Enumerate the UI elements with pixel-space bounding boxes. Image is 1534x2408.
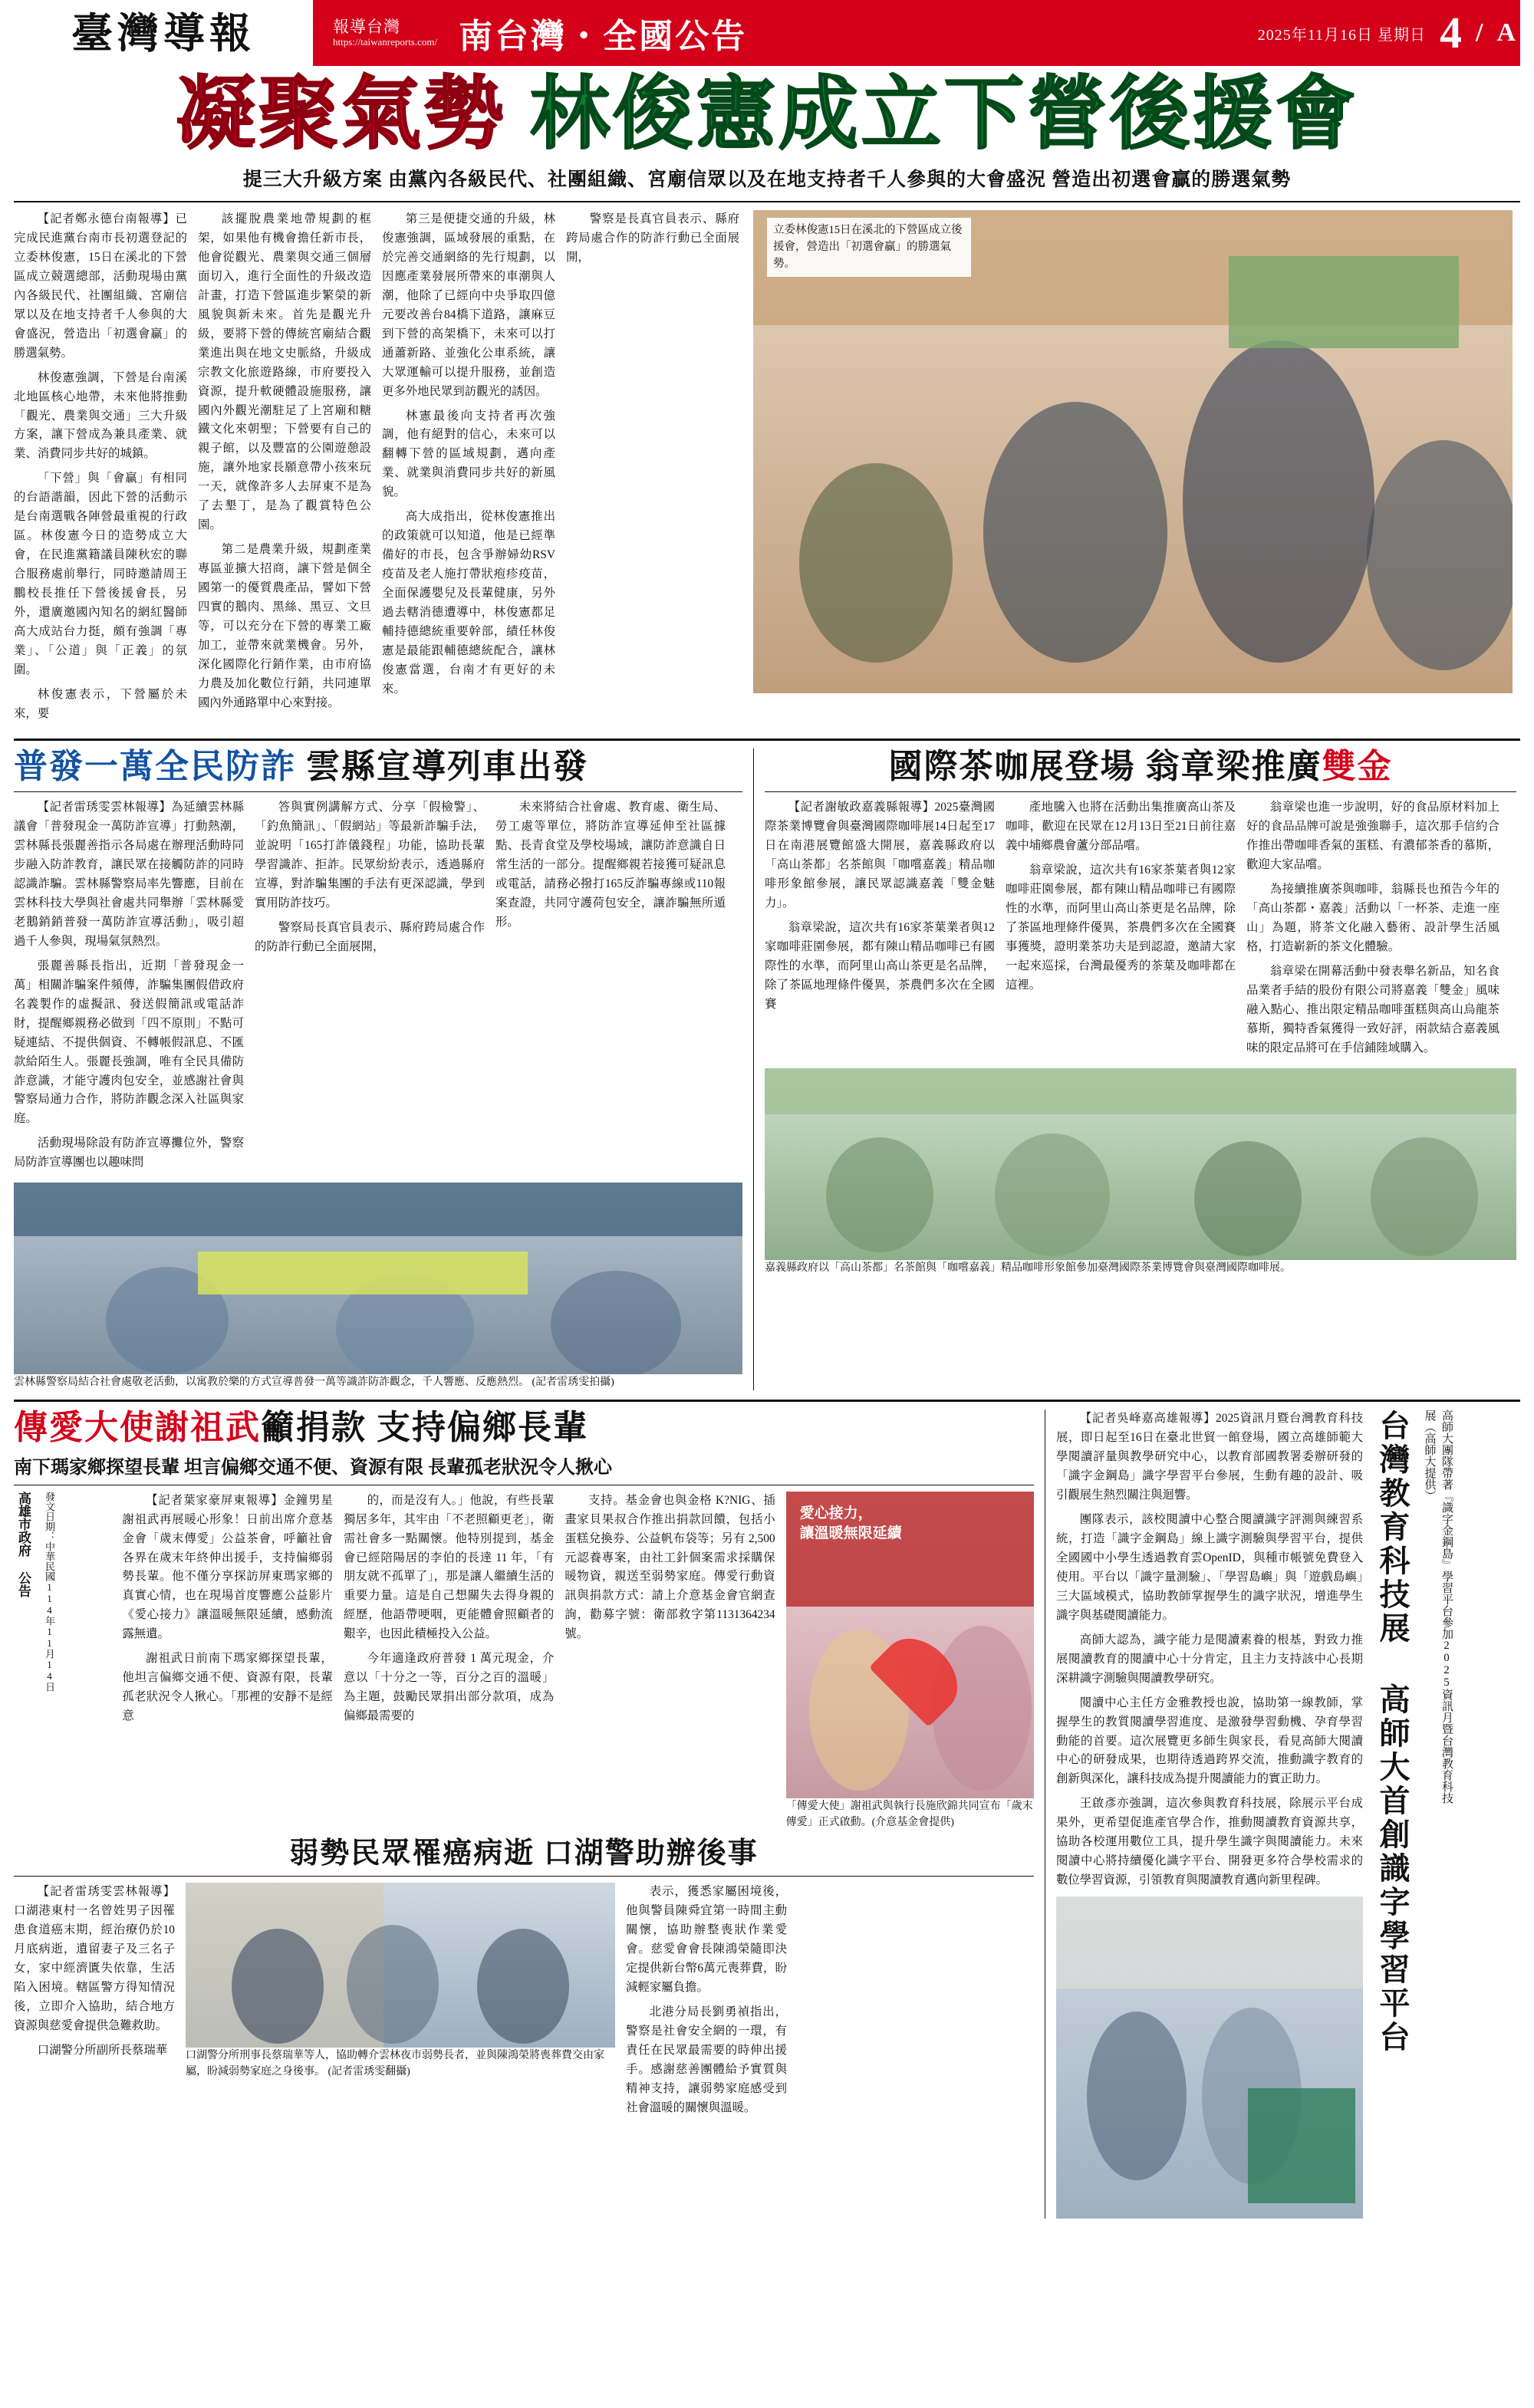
paragraph: 表示，獲悉家屬困境後，他與警員陳舜宜第一時間主動關懷，協助辦整喪狀作業愛會。慈愛會會長陳鴻榮隨即決定提供新台幣6萬元喪葬費，盼減輕家屬負擔。 <box>626 1885 787 1995</box>
cancer-divider <box>14 1876 1034 1877</box>
masthead-logo-box <box>14 0 313 66</box>
paragraph: 第二是農業升級，規劃產業專區並擴大招商，讓下營是個全國第一的優質農產品，譬如下營四實的鵝肉、黑絲、黑豆、文旦等，可以充分在下營的專業工廠加工，並帶來就業機會。另外，深化國際化行銷作業，由市府協力農及加化數位行銷，共同連單國內外通路單中心來對接。 <box>198 543 371 709</box>
page-section: A <box>1496 18 1516 47</box>
ad-title-1: 高雄市政府 公告 <box>16 1491 31 1597</box>
tea-photo <box>765 1068 1516 1260</box>
lead-divider <box>14 201 1520 202</box>
charity-title-red-right: 籲捐款 <box>261 1409 367 1447</box>
paragraph: 活動現場除設有防詐宣導攤位外，警察局防詐宣導團也以趣味問 <box>14 1137 244 1169</box>
section-divider-1 <box>14 739 1520 741</box>
paragraph: 的，而是沒有人。」他說，有些長輩獨居多年，其牢由「不老照顧更老」，衛需社會多一點關懷。他特別提到，基金會已經陪陽居的李伯的長達 11 年，「有朋友就不孤單了」，那是讓人繼續生活的重要力量。這是自己想關失去得身親的經歷，他語帶哽咽，更能體會照顧者的艱辛，也因此積極投入公益。 <box>343 1493 555 1641</box>
paragraph: 林憲最後向支持者再次強調，他有絕對的信心，未來可以翻轉下營的區域規劃，邁向產業、就業與消費同步共好的新風貌。 <box>382 409 555 499</box>
fraud-photo-caption: 雲林縣警察局結合社會處敬老活動，以寓教於樂的方式宣導普發一萬等識詐防詐觀念，千人響應、反應熱烈。 (記者雷琇雯拍攝) <box>14 1377 614 1389</box>
lead-photo-block <box>753 210 1513 729</box>
charity-photo-caption: 「傳愛大使」謝祖武與執行長施欣錦共同宣布「歲末傳愛」正式啟動。(介意基金會提供) <box>785 1800 1033 1828</box>
tea-column-1 <box>765 798 995 1063</box>
lead-column-4 <box>566 210 739 729</box>
lead-photo <box>753 210 1513 693</box>
poster-line-1: 愛心接力， <box>799 1505 873 1521</box>
paragraph: 【記者雷琇雯雲林報導】為延續雲林縣議會「普發現金一萬防詐宣導」打動熱潮，雲林縣長張麗善指示各局處在辦理活動時同步融入防詐教育，讓民眾在接觸防詐的同時認識詐騙。雲林縣警察局率先響應，目前在雲林科技大學與社會處共同舉辦「雲林縣愛老鵝銷銷普發一萬防詐宣導活動」，吸引超過千人參與，現場氣氛熱烈。 <box>14 801 244 948</box>
paragraph: 王啟彥亦強調，這次參與教育科技展，除展示平台成果外，更希望促進產官學合作，推動閱讀教育資源共享，協助各校運用數位工具，提升學生識字與閱讀能力。未來閱讀中心將持續優化識字平台、開發更多符合學校需求的數位學習資源，引領教育與閱讀教育邁向新里程碑。 <box>1056 1797 1363 1887</box>
paragraph: 警察局長真官員表示、縣府跨局處合作的防詐行動已全面展開， <box>255 920 485 953</box>
cancer-columns <box>14 1883 1034 2123</box>
paragraph: 今年適逢政府普發 1 萬元現金，介意以「十分之一等，百分之百的溫暖」為主題，鼓勵民眾捐出部分款項，成為偏鄉最需要的 <box>343 1652 555 1723</box>
fraud-title-black: 雲縣宣導列車出發 <box>306 747 588 785</box>
paragraph: 林俊憲強調，下營是台南溪北地區核心地帶，未來他將推動「觀光、農業與交通」三大升級方案，讓下營成為兼具產業、就業、消費同步共好的城鎮。 <box>14 370 187 461</box>
tea-photo-caption: 嘉義縣政府以「高山茶都」名茶館與「咖嚐嘉義」精品咖啡形象館參加臺灣國際茶業博覽會與臺灣國際咖啡展。 <box>765 1262 1291 1274</box>
paragraph: 北港分局長劉勇禎指出，警察是社會安全網的一環，有責任在民眾最需要的時伸出援手。感謝慈善團體給予實質與精神支持，讓弱勢家庭感受到社會溫暖的關懷與溫暖。 <box>626 2005 787 2114</box>
section-divider-2 <box>14 1400 1520 1402</box>
edu-photo <box>1056 1896 1363 2219</box>
charity-ads <box>14 1492 111 1831</box>
charity-photo <box>786 1492 1034 1798</box>
lead-headline-red: 凝聚氣勢 <box>175 66 507 160</box>
ad-line-1: 發文日期：中華民國114年11月14日 <box>44 1491 55 1692</box>
lead-column-2 <box>198 210 371 729</box>
charity-photo-block <box>786 1492 1034 1831</box>
edu-photo-caption: 高師大團隊帶著『識字金鋼島』學習平台參加2025資訊月暨台灣教育科技展（高師大提供） <box>1423 1410 1453 1804</box>
photo-overlay <box>753 210 1513 693</box>
paragraph: 林俊憲表示，下營屬於未來，要 <box>14 687 187 720</box>
paragraph: 翁章梁說，這次共有16家茶葉業者與12家咖啡莊園參展，都有陳山精品咖啡已有國際性的水準，而阿里山高山茶更是名品牌，除了茶區地理條件優異，茶農們多次在全國賽 <box>765 920 995 1011</box>
fraud-columns <box>14 798 742 1178</box>
bottom-row <box>14 1410 1520 2219</box>
cancer-title: 弱勢民眾罹癌病逝 口湖警助辦後事 <box>289 1837 759 1870</box>
cancer-photo-block <box>186 1883 615 2123</box>
fraud-column-3 <box>495 798 726 1178</box>
fraud-title <box>14 748 742 785</box>
tea-title <box>765 748 1516 785</box>
fraud-title-blue: 普發一萬全民防詐 <box>14 747 296 785</box>
middle-row <box>14 748 1520 1391</box>
paragraph: 【記者雷琇雯雲林報導】口湖港東村一名曾姓男子因罹患食道癌末期，經治療仍於10月底病逝，遺留妻子及三名子女，家中經濟匱失依靠，生活陷入困境。轄區警方得知情況後，立即介入協助，結合地方資源與慈愛會提供急難救助。 <box>14 1885 175 2033</box>
paragraph: 【記者吳峰嘉高雄報導】2025資訊月暨台灣教育科技展，即日起至16日在臺北世貿一館登場，國立高雄師範大學閱讀評量與教學研究中心，以教育部國教署委辦研發的「識字金鋼島」識字學習平台參展，生動有趣的設計、吸引觀展生熱烈關注與迴響。 <box>1056 1412 1363 1502</box>
edu-vertical-title: 台灣教育科技展 高師大首創識字學習平台 <box>1375 1410 1410 2055</box>
tea-title-black: 國際茶咖展登場 翁章梁推廣 <box>888 747 1322 785</box>
tea-divider <box>765 791 1516 792</box>
paragraph: 謝祖武日前南下瑪家鄉探望長輩，他坦言偏鄉交通不便、資源有限，長輩孤老狀況令人揪心。「那裡的安靜不是經意 <box>122 1652 333 1723</box>
charity-title-black: 支持偏鄉長輩 <box>377 1409 588 1447</box>
edu-article <box>1056 1410 1516 2219</box>
lead-column-1 <box>14 210 187 729</box>
paragraph: 閱讀中心主任方金雅教授也說，協助第一線教師，掌握學生的教質閱讀學習進度、是激發學習動機、孕育學習動能的首要。這次展覽更多師生與家長，看見高師大閱讀中心的研發成果，也期待透過跨界交流，推動識字教育的創新與深化，讓科技成為提升閱讀能力的實正助力。 <box>1056 1696 1363 1786</box>
paragraph: 未來將結合社會處、教育處、衛生局、勞工處等單位，將防詐宣導延伸至社區據點、長青食堂及學校場域，讓防詐意識自日常生活的一部分。提醒鄉親若接獲可疑訊息或電話，請務必撥打165反詐騙專線或110報案查證，共同守護荷包安全，讓詐騙無所遁形。 <box>495 801 726 929</box>
cancer-article <box>14 1838 1034 2123</box>
charity-column-2 <box>344 1492 554 1831</box>
paragraph: 警察是長真官員表示、縣府跨局處合作的防詐行動已全面展開， <box>566 212 739 264</box>
paragraph: 產地騰入也將在活動出集推廣高山茶及咖啡，歡迎在民眾在12月13日至21日前往嘉義中埔鄉農會蘆分部品嚐。 <box>1006 801 1236 853</box>
lead-photo-caption: 立委林俊憲15日在溪北的下營區成立後援會，營造出「初選會贏」的勝選氣勢。 <box>767 218 971 277</box>
tea-title-red: 雙金 <box>1322 747 1393 785</box>
paragraph: 【記者葉家豪屏東報導】金鐘男星謝祖武再展暖心形象！日前出席介意基金會「歲末傳愛」公益茶會，呼籲社會各界在歲末年終伸出援手，支持偏鄉弱勢長輩。他不僅分享探訪屏東瑪家鄉的真實心情，也在現場首度響應公益影片《愛心接力》讓溫暖無限延續，感動流露無遺。 <box>122 1493 333 1641</box>
paragraph: 「下營」與「會贏」有相同的台語諧韻，因此下營的活動示是台南選戰各陣營最重視的行政區。林俊憲今日的造勢成立大會，在民進黨籍議員陳秋宏的聯合服務處前舉行，同時邀請周王鵬校長推任下營後援會長，另外，還廣邀國內知名的網紅醫師高大成站台力挺，頗有強調「專業」、「公道」與「正義」的氛圍。 <box>14 472 187 676</box>
masthead-date: 2025年11月16日 星期日 <box>1257 26 1426 44</box>
masthead-website-url: https://taiwanreports.com/ <box>333 35 438 48</box>
fraud-column-1 <box>14 798 244 1178</box>
fraud-article <box>14 748 742 1391</box>
paragraph: 【記者謝敏政嘉義縣報導】2025臺灣國際茶業博覽會與臺灣國際咖啡展14日起至17日在南港展覽館盛大開展，嘉義縣政府以「高山茶都」名茶館與「咖嚐嘉義」精品咖啡形象館參展，讓民眾認識嘉義「雙金魅力」。 <box>765 801 995 910</box>
fraud-divider <box>14 791 742 792</box>
edu-vertical-titles <box>1371 1410 1509 2219</box>
charity-poster-text <box>800 1504 902 1544</box>
masthead-section-title: 南台灣・全國公告 <box>459 18 748 55</box>
lead-headline <box>14 66 1520 160</box>
charity-column-1 <box>122 1492 332 1831</box>
cancer-photo-caption: 口湖警分所刑事長蔡瑞華等人，協助轉介雲林夜市弱勢長者，並與陳鴻榮將喪葬費交由家屬，盼減弱勢家庭之身後事。 (記者雷琇雯翻攝) <box>186 2050 604 2078</box>
charity-columns <box>14 1492 1034 1831</box>
paragraph: 團隊表示，該校閱讀中心整合閱讀識字評測與練習系統，打造「識字金鋼島」線上識字測驗與學習平台，提供全國國中小學生透過教育雲OpenID，與種市帳號免費登入使用。平台以「識字量測驗」、「學習島嶼」與「遊戲島嶼」三大區域模式，協助教師掌握學生的識字狀況，增進學生識字與基礎閱讀能力。 <box>1056 1513 1363 1622</box>
tea-article <box>765 748 1516 1391</box>
paragraph: 第三是便捷交通的升級，林俊憲強調，區域發展的重點，在於完善交通網絡的先行規劃，以因應產業發展所帶來的車潮與人潮，他除了已經向中央爭取四億元要改善台84橋下道路，讓麻豆到下營的高架橋下，未來可以打通蕭新路、並強化公車系統，讓大眾運輸可以提升服務，並創造更多外地民眾到訪觀光的誘因。 <box>382 212 555 398</box>
masthead-sub-line1: 報導台灣 <box>333 18 400 37</box>
paragraph: 張麗善縣長指出，近期「普發現金一萬」相關詐騙案件頻傳，詐騙集團假借政府名義製作的虛擬訊、發送假簡訊或電話詐財，提醒鄉親務必做到「四不原則」不點可疑連結、不提供個資、不轉帳假訊息、不匯款給陌生人。張麗長強調，唯有全民具備防詐意識，才能守護肉包安全，並感謝社會與警察局通力合作，將防詐觀念深入社區與家庭。 <box>14 959 244 1126</box>
cancer-column-2 <box>626 1883 787 2123</box>
paragraph: 高大成指出，從林俊憲推出的政策就可以知道，他是已經準備好的市長，包含爭辦婦幼RSV疫苗及老人施打帶狀疱疹疫苗，全面保護嬰兒及長輩健康，另外過去轄消德遭導中，林俊憲都足輔持德總統重要幹部，績任林俊憲是最能跟輔德總統配合，讓林俊憲當選，台南才有更好的未來。 <box>382 510 555 696</box>
tea-column-2 <box>1006 798 1236 1063</box>
vertical-divider-1 <box>753 748 754 1391</box>
fraud-photo <box>14 1183 742 1374</box>
page-section-letter: / <box>1475 18 1483 47</box>
masthead <box>14 0 1520 66</box>
tea-column-3 <box>1246 798 1499 1063</box>
cancer-column-1 <box>14 1883 175 2123</box>
paragraph: 高師大認為，識字能力是閱讀素養的根基，對致力推展閱讀教育的閱讀中心十分肯定，且主力支持該中心長期深耕識字測驗與閱讀教學研究。 <box>1056 1633 1363 1685</box>
paragraph: 該擺脫農業地帶規劃的框架，如果他有機會擔任新市長，他會從觀光、農業與交通三個層面切入，進行全面性的升級改造計畫，打造下營區進步繁榮的新風貌與新未來。首先是觀光升級，要將下營的傳統宮廟結合觀業進出與在地文史脈絡，升級成宗教文化旅遊路線，市府要投入資源，提升軟硬體設施服務，讓國內外觀光潮駐足了上宮廟和糖鐵文化來朝聖；下營要有自己的親子館，以及豐富的公園遊憩設施，讓外地家長願意帶小孩來玩一天，就像許多人去屏東不是為了去墾丁，是為了觀賞特色公園。 <box>198 212 371 532</box>
paragraph: 為接續推廣茶與咖啡，翁縣長也預告今年的「高山茶都・嘉義」活動以「一杯茶、走進一座山」為題，將茶文化融入藝術、設計學生活風格，打造嶄新的茶文化體驗。 <box>1246 882 1499 953</box>
lead-headline-green: 林俊憲成立下營後援會 <box>530 66 1359 160</box>
charity-column-3 <box>565 1492 775 1831</box>
poster-line-2: 讓溫暖無限延續 <box>799 1525 902 1542</box>
lead-subhead: 提三大升級方案 由黨內各級民代、社團組織、宮廟信眾以及在地支持者千人參與的大會盛況 營造出初選會贏的勝選氣勢 <box>242 169 1292 190</box>
masthead-right <box>1257 8 1520 58</box>
paragraph: 翁章梁說，這次共有16家茶葉者與12家咖啡莊園參展，都有陳山精品咖啡已有國際性的水準，而阿里山高山茶更是名品牌，除了茶區地理條件優異，茶農們多次在全國賽事獲獎，證明業茶功夫是到認證，邀請大家一起來巡採，台灣最優秀的茶葉及咖啡都在這裡。 <box>1006 864 1236 992</box>
paragraph: 支持。基金會也與金格 K?NIG、插畫家貝果叔合作推出捐款回饋，包括小蛋糕兌換券、公益帆布袋等；另有 2,500 元認養專案，由社工針個案需求採購保暖物資，親送至弱勢家庭。傳愛行動資訊與捐款方式：請上介意基金會官網查詢，勸募字號：衛部救字第1131364234號。 <box>565 1493 775 1641</box>
newspaper-logo: 臺灣導報 <box>71 8 255 58</box>
lead-column-3 <box>382 210 555 729</box>
paragraph: 翁章梁也進一步說明，好的食品原材料加上好的食品品牌可說是強強聯手，這次那手信約合作推出帶咖啡香氣的蛋糕、有濃郁茶香的慕斯，歡迎大家品嚐。 <box>1246 801 1499 872</box>
paragraph: 口湖警分所副所長蔡瑞華 <box>37 2044 168 2058</box>
charity-title-red-left: 傳愛大使謝祖武 <box>14 1409 261 1447</box>
charity-subhead: 南下瑪家鄉探望長輩 坦言偏鄉交通不便、資源有限 長輩孤老狀況令人揪心 <box>14 1457 612 1478</box>
lead-text-columns <box>14 210 742 729</box>
lead-article <box>14 210 1520 729</box>
charity-block <box>14 1410 1034 2219</box>
tea-columns <box>765 798 1516 1063</box>
fraud-column-2 <box>255 798 485 1178</box>
edu-text <box>1056 1410 1363 2219</box>
paragraph: 答與實例講解方式、分享「假檢警」、「釣魚簡訊」、「假網站」等最新詐騙手法，並說明「165打詐儀錢程」功能，協助長輩學習識詐、拒詐。民眾紛紛表示，透過縣府宣導，對詐騙集團的手法有更深認識，學到實用防詐技巧。 <box>255 801 485 910</box>
masthead-subtitle <box>333 18 437 48</box>
cancer-photo <box>186 1883 615 2048</box>
paragraph: 【記者鄭永德台南報導】已完成民進黨台南市長初選登記的立委林俊憲，15日在溪北的下營區成立競選總部，活動現場由黨內各級民代、社團組織、宮廟信眾以及在地支持者千人參與的大會盛況，營造出「初選會贏」的勝選氣勢。 <box>14 212 187 360</box>
charity-title <box>14 1410 1034 1446</box>
paragraph: 翁章梁在開幕活動中發表舉名新品，知名食品業者手結的股份有限公司將嘉義「雙金」風味融入點心、推出限定精品咖啡蛋糕與高山烏龍茶慕斯，獨特香氣獲得一致好評，兩款結合嘉義風味的限定品將可在手信鋪陸域購入。 <box>1246 964 1499 1054</box>
page-number: 4 <box>1439 8 1462 58</box>
